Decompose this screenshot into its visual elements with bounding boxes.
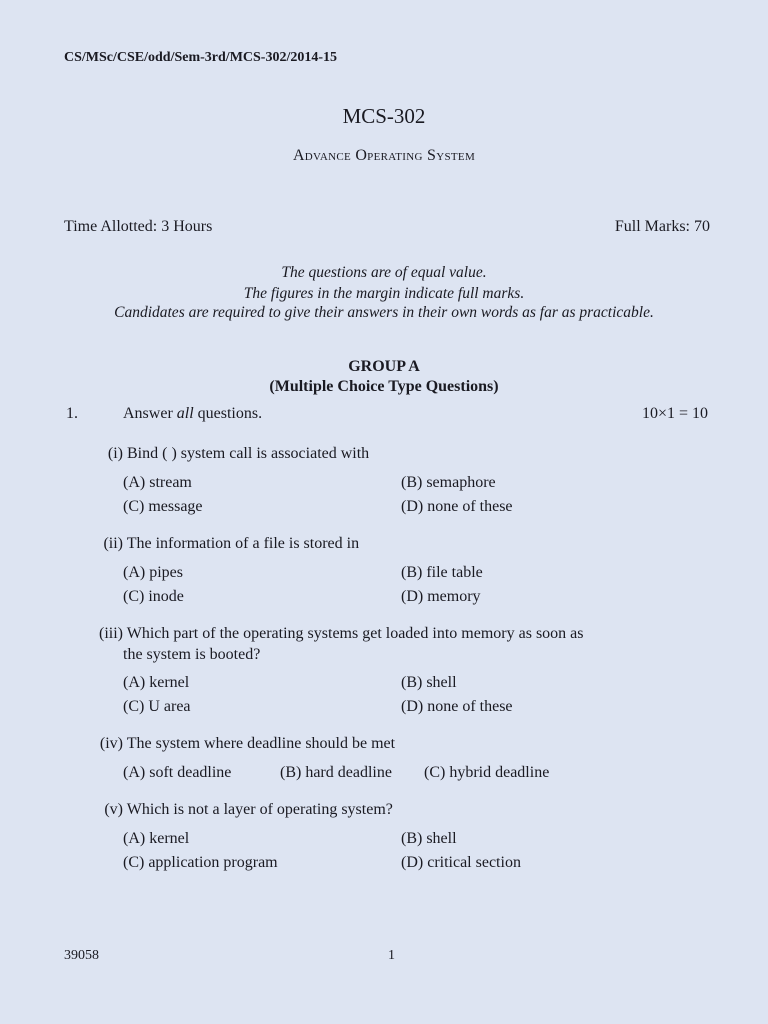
subquestion-text: Which is not a layer of operating system? — [126, 801, 393, 818]
full-marks: Full Marks: 70 — [614, 218, 710, 235]
subquestion-number: (v) — [104, 801, 123, 818]
question-marks: 10×1 = 10 — [641, 405, 708, 422]
option-c: (C) message — [123, 498, 203, 515]
instruction-line: The figures in the margin indicate full marks. — [243, 285, 525, 302]
option-c: (C) hybrid deadline — [424, 764, 550, 781]
instruction-line: The questions are of equal value. — [281, 264, 487, 281]
option-b: (B) hard deadline — [280, 764, 392, 781]
option-d: (D) memory — [401, 588, 481, 605]
option-c: (C) U area — [123, 698, 191, 715]
subquestion-text: The information of a file is stored in — [126, 535, 360, 552]
time-allotted: Time Allotted: 3 Hours — [64, 218, 213, 235]
subquestion-number: (iv) — [99, 735, 123, 752]
option-b: (B) shell — [401, 830, 457, 847]
subject-title: Advance Operating System — [292, 147, 476, 164]
subquestion-text: Bind ( ) system call is associated with — [127, 445, 370, 462]
question-number: 1. — [66, 405, 78, 422]
option-a: (A) pipes — [123, 564, 183, 581]
option-b: (B) shell — [401, 674, 457, 691]
option-d: (D) critical section — [401, 854, 521, 871]
paper-reference-code: CS/MSc/CSE/odd/Sem-3rd/MCS-302/2014-15 — [64, 50, 338, 65]
question-text-prefix: Answer — [123, 405, 177, 422]
subquestion-text: The system where deadline should be met — [126, 735, 396, 752]
subquestion-number: (ii) — [103, 535, 123, 552]
option-d: (D) none of these — [401, 698, 513, 715]
option-a: (A) kernel — [123, 830, 190, 847]
paper-code-title: MCS-302 — [342, 104, 426, 128]
option-a: (A) soft deadline — [123, 764, 232, 781]
subquestion-4 — [73, 735, 395, 753]
subquestion-1 — [73, 445, 369, 463]
question-text-suffix: questions. — [193, 405, 263, 422]
question-text-emphasis: all — [176, 405, 194, 422]
subquestion-5 — [73, 801, 393, 819]
subquestion-text: Which part of the operating systems get loaded into memory as soon as — [126, 625, 584, 642]
footer-serial-number: 39058 — [64, 948, 99, 963]
subquestion-text-continued: the system is booted? — [123, 646, 261, 663]
option-b: (B) semaphore — [401, 474, 496, 491]
subquestion-3 — [73, 625, 584, 643]
option-a: (A) kernel — [123, 674, 190, 691]
option-d: (D) none of these — [401, 498, 513, 515]
group-subtitle: (Multiple Choice Type Questions) — [269, 378, 499, 395]
subquestion-2 — [73, 535, 359, 553]
question-text — [123, 405, 262, 423]
option-c: (C) application program — [123, 854, 278, 871]
group-title: GROUP A — [348, 358, 420, 375]
subquestion-number: (iii) — [99, 625, 123, 642]
option-b: (B) file table — [401, 564, 483, 581]
instruction-line: Candidates are required to give their answers in their own words as far as practicable. — [114, 304, 654, 321]
page-number: 1 — [388, 948, 395, 963]
option-c: (C) inode — [123, 588, 184, 605]
option-a: (A) stream — [123, 474, 192, 491]
subquestion-number: (i) — [107, 445, 123, 462]
